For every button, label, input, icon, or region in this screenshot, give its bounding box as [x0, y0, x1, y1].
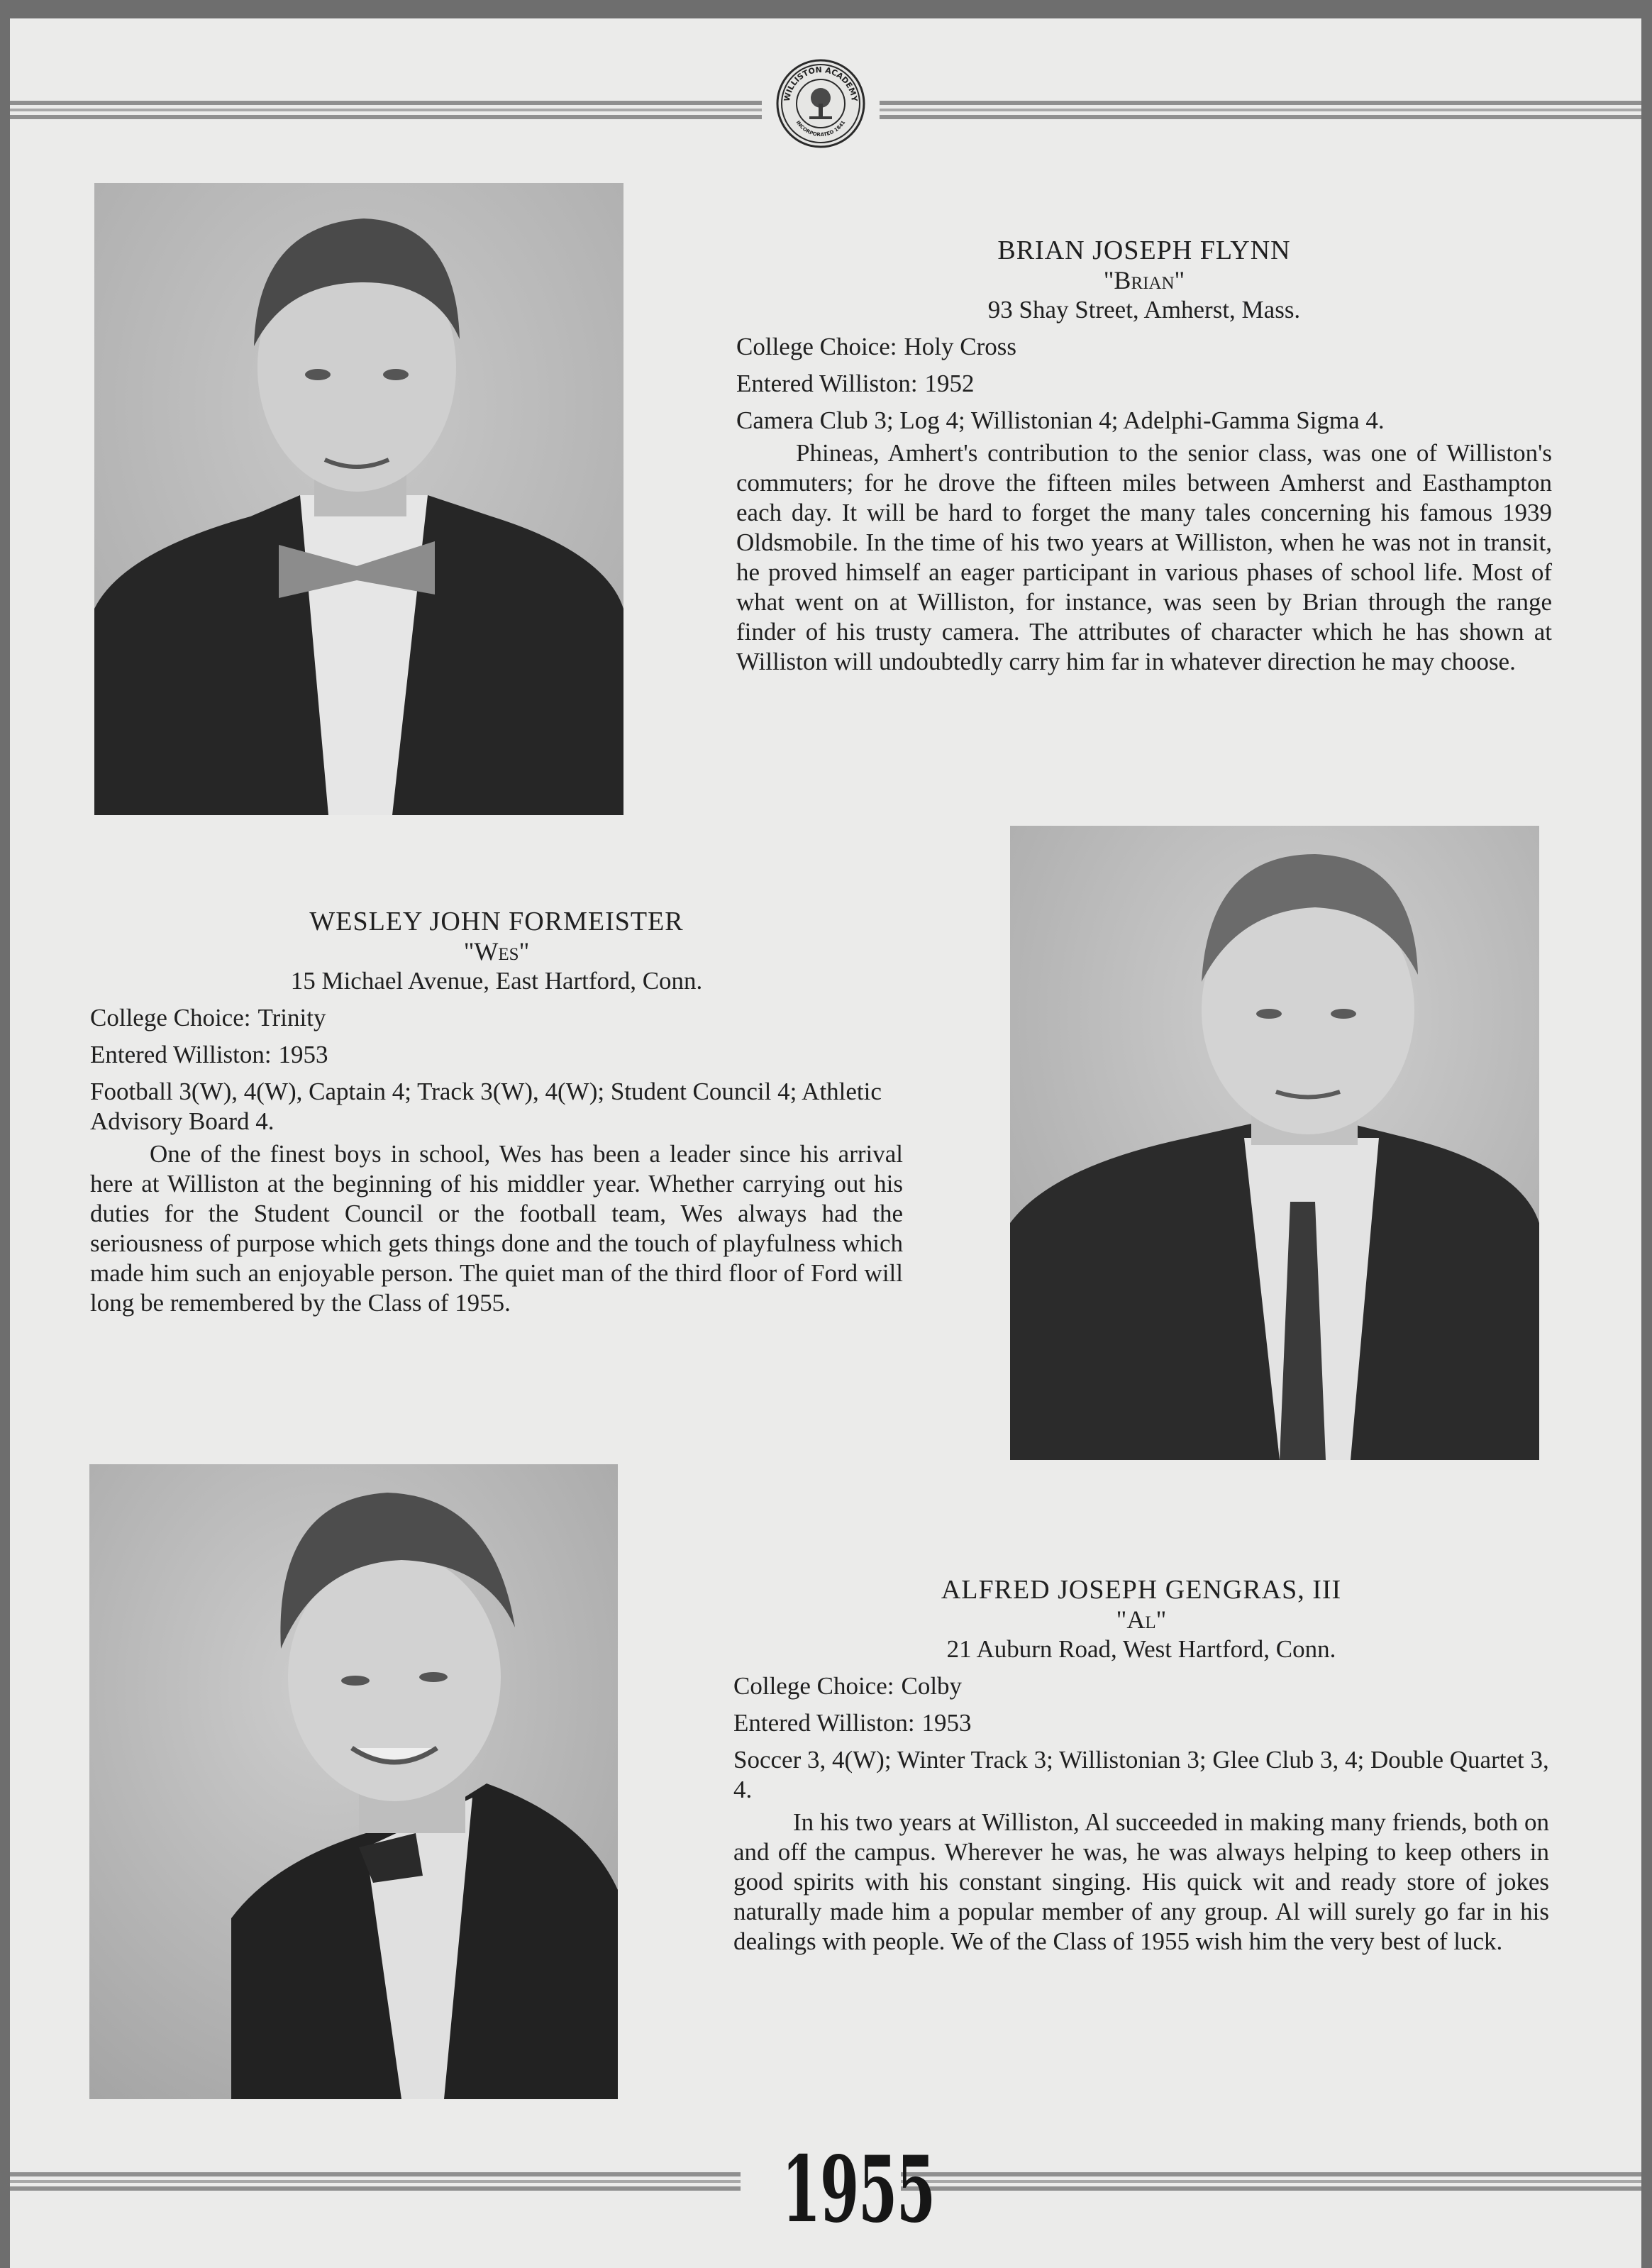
student-description: One of the finest boys in school, Wes has been a leader since his arrival here at Williston at the beginning of his middler year. Whether carrying out his duties for the Student Council or the football team, Wes always had the seriousness of purpose which gets things done and the touch of playfulness which made him such an enjoyable person. The quiet man of the third floor of Ford will long be remembered by the Class of 1955. [90, 1140, 903, 1317]
student-name: ALFRED JOSEPH GENGRAS, III [941, 1575, 1342, 1605]
college-choice-value: Trinity [257, 1004, 326, 1031]
college-choice-label: College Choice: [736, 333, 897, 360]
student-activities: Soccer 3, 4(W); Winter Track 3; Willistonian 3; Glee Club 3, 4; Double Quartet 3, 4. [733, 1746, 1549, 1803]
entered-williston [90, 1040, 903, 1070]
williston-academy-seal [775, 58, 866, 149]
class-year: 1955 [782, 2137, 935, 2243]
student-description: Phineas, Amhert's contribution to the senior class, was one of Williston's commuters; for he drove the fifteen miles between Amherst and Easthampton each day. It will be hard to forget the many tales concerning his famous 1939 Oldsmobile. In the time of his two years at Williston, when he was not in transit, he proved himself an eager participant in various phases of school life. Most of what went on at Williston, for instance, was seen by Brian through the range finder of his trusty camera. The attributes of character which he has shown at Williston will undoubtedly carry him far in whatever direction he may choose. [736, 439, 1552, 675]
college-choice [736, 332, 1552, 362]
student-nickname: "Wes" [463, 937, 530, 966]
bottom-rule-right [901, 2172, 1641, 2191]
student-bio-wes [90, 907, 903, 1318]
entered-value: 1953 [921, 1709, 972, 1737]
entered-value: 1952 [924, 370, 975, 397]
college-choice-value: Colby [901, 1672, 963, 1700]
seal-ring-text: WILLISTON ACADEMY [782, 65, 859, 102]
entered-williston [733, 1708, 1549, 1738]
bottom-rule-left [10, 2172, 741, 2191]
student-bio-al [733, 1575, 1549, 1957]
entered-label: Entered Williston: [733, 1709, 915, 1737]
college-choice [90, 1003, 903, 1033]
student-name: BRIAN JOSEPH FLYNN [997, 236, 1291, 265]
top-rule-right [880, 101, 1641, 119]
seal-bottom-text: INCORPORATED 1841 [794, 119, 847, 138]
entered-label: Entered Williston: [90, 1041, 272, 1068]
college-choice-value: Holy Cross [904, 333, 1016, 360]
yearbook-page [10, 18, 1641, 2268]
student-address: 21 Auburn Road, West Hartford, Conn. [946, 1635, 1336, 1663]
student-address: 93 Shay Street, Amherst, Mass. [987, 296, 1301, 323]
top-rule-left [10, 101, 762, 119]
college-choice [733, 1671, 1549, 1701]
student-nickname: "Brian" [1103, 266, 1185, 294]
student-nickname: "Al" [1116, 1605, 1167, 1634]
college-choice-label: College Choice: [90, 1004, 251, 1031]
student-name: WESLEY JOHN FORMEISTER [309, 907, 684, 936]
portrait-photo-wes [1010, 826, 1539, 1460]
entered-value: 1953 [278, 1041, 328, 1068]
entered-label: Entered Williston: [736, 370, 918, 397]
student-activities: Football 3(W), 4(W), Captain 4; Track 3(W), 4(W); Student Council 4; Athletic Advisory Board 4. [90, 1078, 882, 1135]
student-bio-brian [736, 236, 1552, 677]
student-description: In his two years at Williston, Al succeeded in making many friends, both on and off the campus. Wherever he was, he was always helping to keep others in good spirits with his constant singing. His quick wit and ready store of jokes naturally made him a popular member of any group. Al will surely go far in his dealings with people. We of the Class of 1955 wish him the very best of luck. [733, 1808, 1549, 1955]
portrait-photo-brian [94, 183, 623, 815]
student-address: 15 Michael Avenue, East Hartford, Conn. [290, 967, 703, 995]
entered-williston [736, 369, 1552, 399]
college-choice-label: College Choice: [733, 1672, 894, 1700]
portrait-photo-al [89, 1464, 618, 2099]
student-activities: Camera Club 3; Log 4; Willistonian 4; Adelphi-Gamma Sigma 4. [736, 406, 1385, 434]
